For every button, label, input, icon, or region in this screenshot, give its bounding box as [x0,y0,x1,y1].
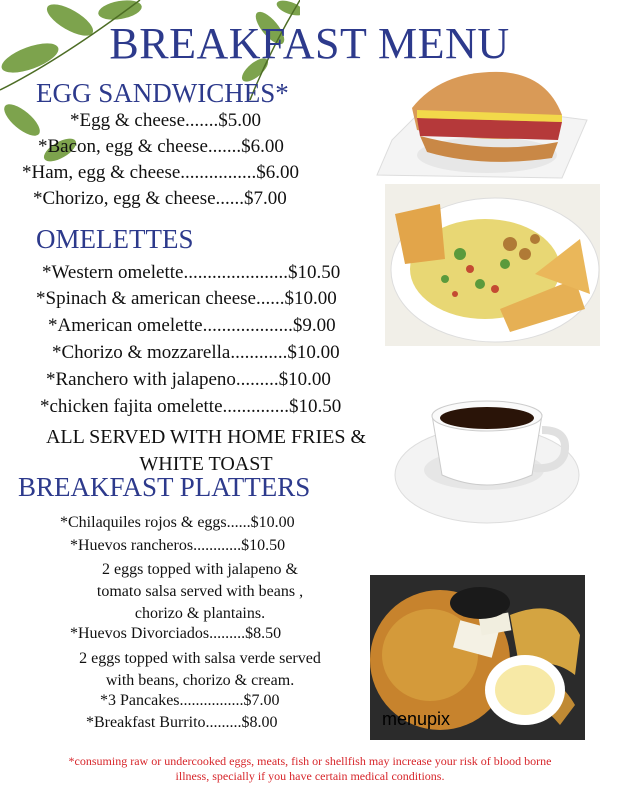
menu-item: *Ranchero with jalapeno.........$10.00 [46,369,331,390]
description-line: chorizo & plantains. [134,605,266,622]
menu-item: *Chilaquiles rojos & eggs......$10.00 [60,514,295,531]
menu-item: *chicken fajita omelette..............$10.50 [40,396,342,417]
description-line: 2 eggs topped with jalapeno & [102,561,298,578]
section-heading-egg-sandwiches: EGG SANDWICHES* [36,78,289,108]
menu-title: BREAKFAST MENU [109,19,510,68]
item-description [20,648,380,692]
menu-item: *Breakfast Burrito.........$8.00 [86,714,278,731]
item-description [20,559,380,625]
menu-item: *Ham, egg & cheese................$6.00 [22,162,300,183]
section-heading-breakfast-platters: BREAKFAST PLATTERS [18,472,311,502]
served-line: ALL SERVED WITH HOME FRIES & [45,426,367,448]
section-heading-omelettes: OMELETTES [36,224,194,254]
platter-photo [370,575,585,740]
menu-item: *Spinach & american cheese......$10.00 [36,288,337,309]
menu-item: *Huevos rancheros............$10.50 [70,537,286,554]
menu-item: *Egg & cheese.......$5.00 [70,110,262,131]
description-line: with beans, chorizo & cream. [105,672,295,689]
served-with-note [0,424,412,478]
description-line: tomato salsa served with beans , [96,583,304,600]
coffee-photo [392,380,584,532]
menu-item: *American omelette...................$9.00 [48,315,336,336]
menu-item: *Western omelette......................$10.50 [42,262,341,283]
menu-item: *3 Pancakes................$7.00 [100,692,280,709]
menu-item: *Bacon, egg & cheese.......$6.00 [38,136,284,157]
omelette-photo [385,184,600,346]
watermark: menupix [382,709,451,729]
disclaimer-line: *consuming raw or undercooked eggs, meats, fish or shellfish may increase your risk of blood borne [68,754,552,768]
menu-item: *Chorizo & mozzarella............$10.00 [52,342,340,363]
sandwich-photo [372,60,590,180]
description-line: 2 eggs topped with salsa verde served [79,650,321,667]
disclaimer-line: illness, specially if you have certain medical conditions. [175,769,445,783]
served-line: WHITE TOAST [139,453,273,475]
menu-item: *Chorizo, egg & cheese......$7.00 [33,188,287,209]
health-disclaimer [20,754,600,784]
menu-item: *Huevos Divorciados.........$8.50 [70,625,282,642]
